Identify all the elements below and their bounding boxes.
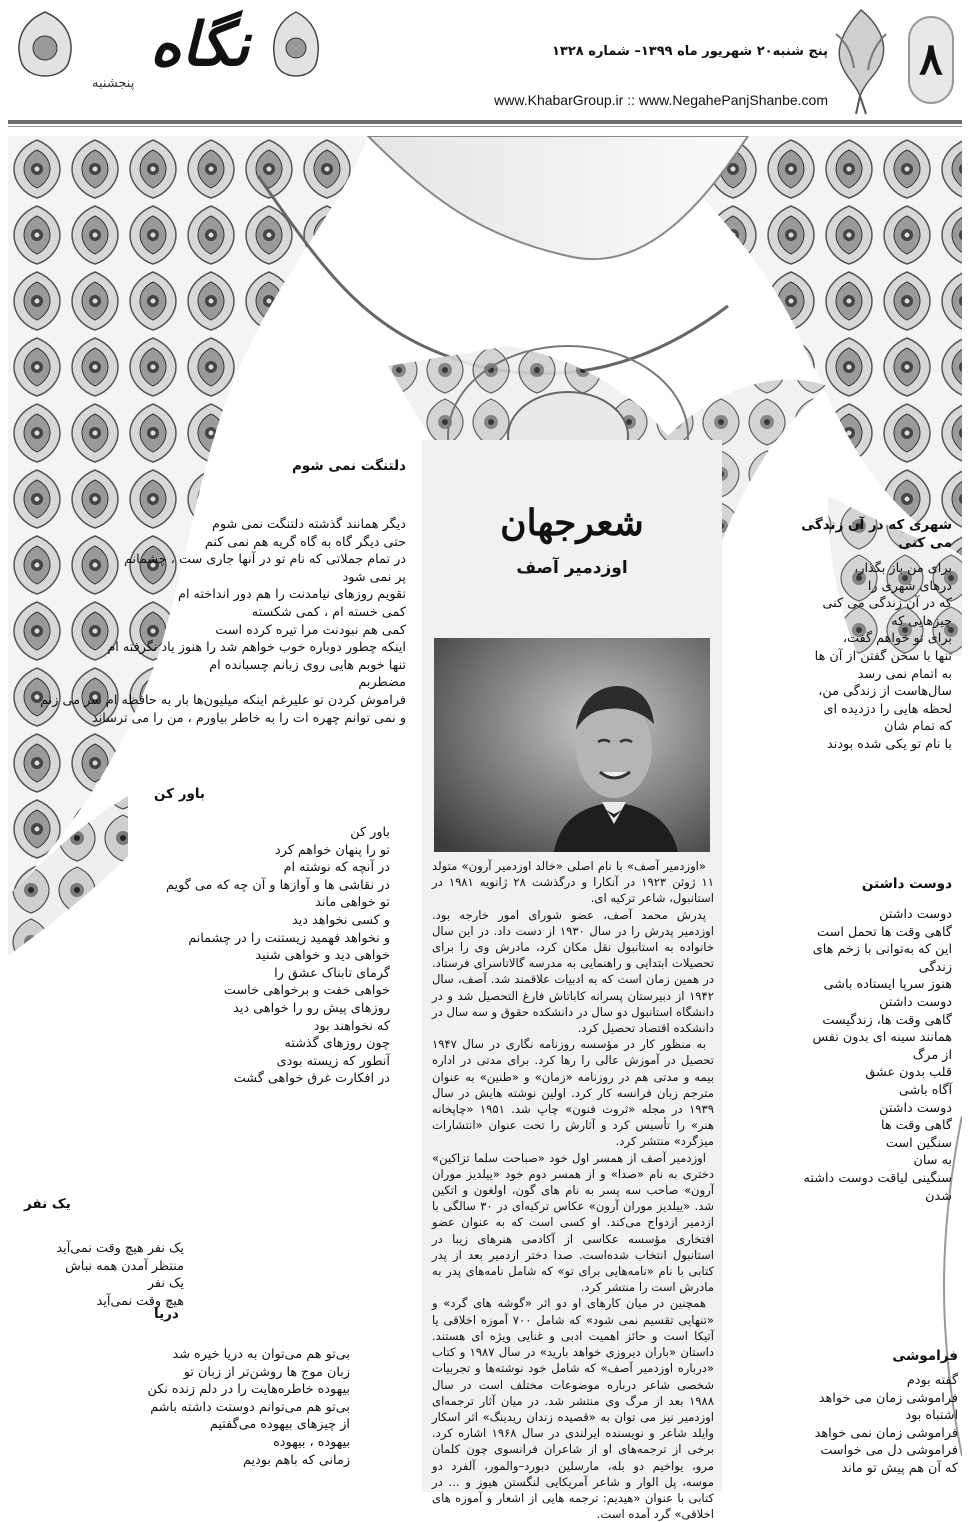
poem-faramooshi — [790, 1348, 958, 1478]
page-number: ۸ — [908, 16, 954, 104]
poem-line: به اتمام نمی رسد — [857, 666, 952, 682]
feature-author: اوزدمیر آصف — [516, 558, 628, 578]
poem-line: گاهی وقت ها — [880, 1118, 952, 1134]
poem-title: یک نفر — [24, 1196, 71, 1212]
poem-line: برای من باز بگذار، — [854, 561, 952, 576]
poem-line: سنگین است — [885, 1135, 952, 1151]
page-header — [0, 0, 970, 122]
author-portrait — [434, 638, 710, 852]
poem-line: فراموشی دل می خواست — [820, 1443, 958, 1459]
poem-line: در افکارت غرق خواهی گشت — [233, 1071, 390, 1087]
poem-line: قلب بدون عشق — [865, 1065, 952, 1081]
feature-paragraph: به منظور کار در مؤسسه روزنامه نگاری در سال ۱۹۴۷ تحصیل در آموزش عالی را رها کرد. برای مدتی در اداره بیمه و مدتی هم در روزنامه «زمان» و «طنین» به عنوان مترجم زبان فرانسه کار کرد. اولین نوشته هایش در سال ۱۹۳۹ در مجله «ثروت فنون» چاپ شد. ۱۹۵۱ «چاپخانه هنر» را تأسیس کرد و آثارش را تحت عنوان «انتشارات میزگرد» منتشر کرد. — [432, 1037, 714, 1149]
poem-line: پر نمی شود — [342, 569, 406, 585]
poem-line: که آن هم پیش تو ماند — [841, 1460, 958, 1476]
poem-line: هنوز سرپا ایستاده باشی — [823, 977, 952, 993]
poem-line: شدن — [925, 1188, 952, 1204]
phoenix-icon — [826, 4, 896, 116]
poem-line: چون روزهای گذشته — [284, 1036, 390, 1052]
feature-paragraph: «اوزدمیر آصف» با نام اصلی «خالد اوزدمیر آرون» متولد ۱۱ ژوئن ۱۹۲۳ در آنکارا و درگذشت ۲۸ ژانویه ۱۹۸۱ در استانبول، شاعر ترکیه ای. — [432, 859, 715, 906]
poem-line: بی‌تو هم می‌توان به دریا خیره شد — [172, 1347, 350, 1362]
logo-subtitle: پنجشنبه — [92, 76, 135, 91]
issue-line: پنج شنبه۲۰ شهریور ماه ۱۳۹۹– شماره ۱۳۲۸ — [552, 44, 828, 59]
poem-line: برای تو خواهم گفت، — [842, 631, 952, 647]
poem-line: تو خواهی ماند — [315, 895, 390, 911]
poem-line: و کسی نخواهد دید — [292, 912, 390, 928]
poem-line: لحظه هایی را دزدیده ای — [823, 701, 952, 717]
poem-line: دیگر همانند گذشته دلتنگت نمی شوم — [211, 517, 406, 532]
poem-line: اشتباه بود — [905, 1408, 958, 1424]
poem-line: فراموشی زمان نمی خواهد — [814, 1425, 958, 1441]
poem-line: زبان موج ها روشن‌تر از زبان تو — [183, 1364, 350, 1380]
poem-title: دلتنگت نمی شوم — [292, 458, 406, 474]
poem-line: از مرگ — [912, 1047, 952, 1063]
header-rule-thin — [8, 126, 962, 127]
poem-line: کمی خسته ام ، کمی شکسته — [251, 604, 406, 620]
feature-paragraph: اوزدمیر آصف از همسر اول خود «صباحت سلما تزاکین» دختری به نام «صدا» و از همسر دوم خود «ییلدیز موران آرون» صاحب سه پسر به نام های گون، اولغون و اتکین شد. «ییلدیز موران آرون» عکاس ترکیه‌ای در ۳۰ سالگی با ازدمیر ازدواج می‌کند. او کسی است که به عنوان عضو افتخاری مؤسسه عکاسی از آکادمی هنرهای زیبا در استانبول انتخاب شده‌است. صدا دختر ازدمیر بعد از پدر کتابی با نام «نامه‌هایی برای تو» که شامل نامه‌های پدر به مادرش است را منتشر کرد. — [432, 1150, 714, 1295]
poem-line: تنها با سخن گفتن از آن ها — [814, 648, 952, 664]
poem-title: باور کن — [154, 786, 206, 802]
poem-line: خواهی خفت و برخواهی خاست — [223, 983, 390, 999]
poem-line: سال‌هاست از زندگی من، — [818, 684, 952, 700]
feature-title: شعرجهان — [500, 502, 644, 544]
poem-line: خواهی دید و خواهی شنید — [255, 948, 390, 964]
poem-doost — [790, 876, 952, 1205]
poem-shahri — [790, 516, 952, 754]
poem-line: تنها خوبم هایی روی زبانم چسبانده ام — [209, 657, 406, 673]
poem-line: درهای شهری را — [867, 578, 952, 594]
poem-line: فراموش کردن تو علیرغم اینکه میلیون‌ها بار به حافظه ام سر می زنم — [40, 692, 406, 708]
poem-line: به سان — [913, 1153, 952, 1169]
poem-line: اینکه چطور دوباره خوب خواهم شد را هنوز یاد نگرفته ام — [107, 640, 406, 656]
poem-title: دریا — [154, 1306, 179, 1322]
poem-line: از چیزهای بیهوده می‌گفتیم — [209, 1417, 350, 1433]
feature-article — [422, 440, 722, 1522]
poem-line: باور کن — [350, 825, 390, 840]
poem-line: زندگی — [918, 959, 952, 975]
poem-line: که نخواهند بود — [313, 1018, 390, 1034]
poem-line: فراموشی زمان می خواهد — [818, 1390, 958, 1406]
poem-line: این که به‌توانی با زخم های — [812, 942, 952, 958]
poem-line: یک نفر — [147, 1276, 184, 1292]
poem-line: آگاه باشی — [898, 1082, 952, 1098]
poem-line: در تمام جملاتی که نام تو در آنها جاری ست ، چشمانم — [123, 552, 406, 568]
poem-line: تو را پنهان خواهم کرد — [275, 842, 390, 858]
poem-line: کمی هم نبودنت مرا تیره کرده است — [215, 622, 406, 638]
poem-line: بی‌تو هم می‌توانم دوستت داشته باشم — [150, 1399, 350, 1415]
logo-negah: نگاه — [150, 10, 250, 80]
poem-line: حتی دیگر گاه به گاه گریه هم نمی کنم — [204, 534, 406, 550]
poem-line: تقویم روزهای نیامدنت را هم دور انداخته ام — [178, 587, 406, 603]
poem-line: منتظر آمدن همه نباش — [65, 1258, 184, 1274]
poem-line: گفته بودم — [906, 1373, 958, 1388]
poem-line: و نخواهد فهمید زیستنت را در چشمانم — [188, 930, 390, 946]
website-links[interactable]: www.KhabarGroup.ir :: www.NegahePanjShanbe.com — [494, 92, 828, 108]
poem-line: سنگینی لیاقت دوست داشته — [803, 1170, 952, 1186]
poem-line: بیهوده ، بیهوده — [273, 1434, 350, 1450]
poem-line: گاهی وقت ها، زندگیست — [822, 1012, 952, 1028]
poem-line: که تمام شان — [884, 719, 952, 735]
poem-line: هیچ وقت نمی‌آید — [96, 1293, 184, 1309]
poem-deltang — [12, 458, 406, 727]
header-rule — [8, 120, 962, 124]
poem-line: گاهی وقت ها تحمل است — [817, 924, 952, 940]
feature-paragraph: همچنین در میان کارهای او دو اثر «گوشه های گرد» و «تنهایی تقسیم نمی شود» که شامل ۷۰۰ آموزه اخلاقی یا آتیکا است و حائز اهمیت ادبی و غنایی ویژه ای هستند. داستان «باران دیروزی خواهد بارید» در سال ۱۹۸۷ و کتاب «درباره اوزدمیر آصف» که شامل خود نوشته‌ها و تجربیات شخصی شاعر درباره موضوعات مختلف است در سال ۱۹۸۸ بعد از مرگ وی منتشر شد. در میان آثار ترجمه‌ای اوزدمیر نیز می توان به «قصیده زندان ریدینگ» اثر اسکار وایلد شاعر و نویسنده ایرلندی در سال ۱۹۶۸ اشاره کرد. برخی از ترجمه‌های او از شاعران فرانسوی چون کلمان مرو، یواخیم دو بله، مارسلین دبورد–والمور، آلفرد دو موسه، پل الوار و شاعر آمریکایی لنگستن هیوز و ... در کتابی با عنوان «هیدیم: ترجمه هایی از اشعار و آموزه های اخلاقی» گرد آمده است. — [432, 1296, 715, 1522]
poem-line: دوست داشتن — [879, 1100, 952, 1116]
poem-title: شهری که در آن زندگی می کنی — [801, 517, 952, 551]
feature-paragraph: پدرش محمد آصف، عضو شورای امور خارجه بود. اوزدمیر پدرش را در سال ۱۹۳۰ از دست داد. در این سال خانواده به استانبول نقل مکان کرد، مادرش وی را برای تحصیلات ابتدایی و راهنمایی به مدرسه گالاتاسرای فرستاد. در همین زمان است که به ادبیات علاقمند شد. آصف، سال ۱۹۴۲ از دبیرستان پسرانه کاباتاش فارغ التحصیل شد و در دانشگاه استانبول دو سال در دانشکده حقوق و سه سال در دانشکده اقتصاد تحصیل کرد. — [432, 907, 714, 1036]
poem-line: دوست داشتن — [879, 907, 952, 922]
poem-line: آنطور که زیسته بودی — [276, 1053, 390, 1069]
ornament-icon — [10, 8, 80, 88]
poem-line: که در آن زندگی می کنی — [822, 596, 952, 612]
poem-line: گرمای تابناک عشق را — [274, 965, 390, 981]
poem-line: یک نفر هیچ وقت نمی‌آید — [56, 1241, 184, 1256]
poem-line: در آنچه که نوشته ام — [283, 860, 390, 876]
poem-line: چیزهایی که — [891, 613, 952, 629]
poem-line: و نمی توانم چهره ات را به خاطر بیاورم ، من را می ترساند — [92, 710, 406, 726]
poem-title: دوست داشتن — [861, 876, 952, 892]
poem-line: بیهوده خاطره‌هایت را در دلم زنده نکن — [147, 1382, 350, 1398]
poem-line: با نام تو یکی شده بودند — [827, 736, 952, 752]
poem-line: در نقاشی ها و آوازها و آن چه که می گویم — [166, 877, 390, 893]
poem-line: دوست داشتن — [879, 994, 952, 1010]
poem-line: زمانی که باهم بودیم — [243, 1452, 350, 1468]
ornament-icon-right — [266, 8, 326, 88]
poem-line: مضطربم — [358, 675, 406, 691]
poem-title: فراموشی — [892, 1348, 958, 1364]
poem-line: همانند سینه ای بدون نفس — [812, 1030, 952, 1046]
poem-line: روزهای پیش رو را خواهی دید — [233, 1000, 390, 1016]
